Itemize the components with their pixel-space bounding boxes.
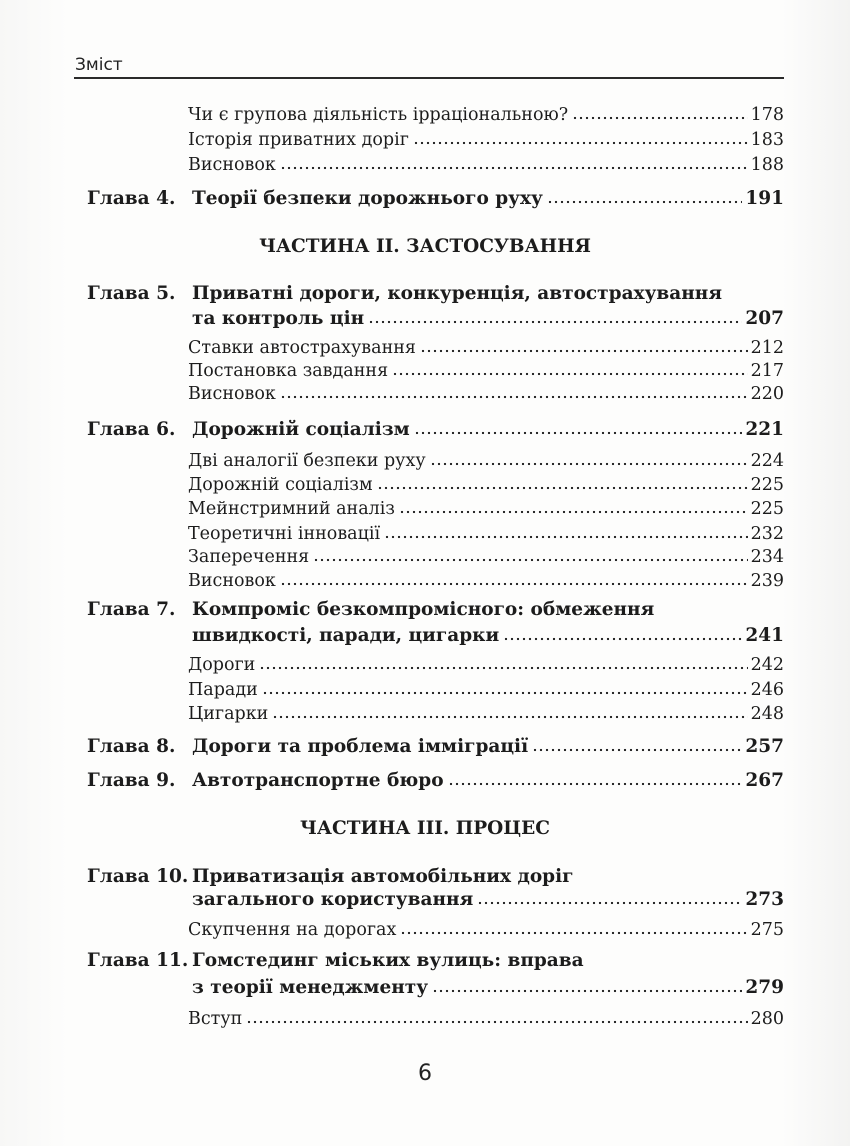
toc-section-entry[interactable]	[188, 498, 784, 520]
toc-chapter-continuation[interactable]	[192, 308, 784, 330]
entry-title: Паради	[188, 680, 258, 700]
toc-chapter-continuation[interactable]	[192, 625, 784, 647]
dot-leader	[503, 635, 742, 641]
entry-page-number: 234	[750, 547, 784, 567]
part-heading: ЧАСТИНА II. ЗАСТОСУВАННЯ	[259, 236, 591, 257]
running-head: Зміст	[75, 55, 123, 75]
chapter-page-number: 241	[745, 625, 784, 646]
entry-title: Висновок	[188, 571, 276, 591]
entry-title: Постановка завдання	[188, 361, 389, 381]
toc-section-entry[interactable]	[188, 360, 784, 382]
toc-chapter-entry[interactable]	[87, 770, 784, 792]
dot-leader	[272, 713, 747, 719]
part-heading: ЧАСТИНА III. ПРОЦЕС	[300, 818, 550, 839]
entry-page-number: 178	[750, 105, 784, 125]
dot-leader	[259, 664, 747, 670]
toc-section-entry[interactable]	[188, 523, 784, 545]
dot-leader	[547, 198, 742, 204]
toc-chapter-continuation[interactable]	[192, 977, 784, 999]
entry-title: Дорожній соціалізм	[188, 475, 373, 495]
entry-title: Вступ	[188, 1009, 243, 1029]
entry-title: Цигарки	[188, 704, 269, 724]
toc-section-entry[interactable]	[188, 129, 784, 151]
dot-leader	[572, 114, 747, 120]
toc-section-entry[interactable]	[188, 337, 784, 359]
entry-title: Ставки автострахування	[188, 338, 416, 358]
dot-leader	[400, 929, 747, 935]
toc-chapter-continuation[interactable]	[192, 889, 784, 911]
toc-chapter-entry[interactable]	[87, 736, 784, 758]
header-rule	[74, 77, 784, 79]
entry-title: Скупчення на дорогах	[188, 920, 397, 940]
entry-page-number: 242	[750, 655, 784, 675]
dot-leader	[280, 393, 748, 399]
toc-section-entry[interactable]	[188, 104, 784, 126]
entry-page-number: 217	[750, 361, 784, 381]
toc-chapter-entry[interactable]	[87, 866, 784, 888]
entry-page-number: 239	[750, 571, 784, 591]
chapter-page-number: 273	[745, 889, 784, 910]
chapter-title: Приватизація автомобільних доріг	[192, 866, 574, 887]
page-number: 6	[418, 1061, 432, 1086]
chapter-page-number: 279	[745, 977, 784, 998]
entry-title: Теоретичні інновації	[188, 524, 381, 544]
chapter-page-number: 257	[745, 736, 784, 757]
chapter-title: Теорії безпеки дорожнього руху	[192, 188, 543, 209]
dot-leader	[432, 987, 742, 993]
toc-section-entry[interactable]	[188, 570, 784, 592]
dot-leader	[384, 533, 748, 539]
toc-section-entry[interactable]	[188, 154, 784, 176]
dot-leader	[532, 746, 742, 752]
toc-section-entry[interactable]	[188, 383, 784, 405]
chapter-title: Автотранспортне бюро	[192, 770, 444, 791]
toc-section-entry[interactable]	[188, 679, 784, 701]
toc-chapter-entry[interactable]	[87, 599, 784, 621]
dot-leader	[448, 780, 743, 786]
chapter-label: Глава 7.	[87, 599, 176, 620]
entry-page-number: 225	[750, 475, 784, 495]
entry-title: Дороги	[188, 655, 256, 675]
chapter-title: Дорожній соціалізм	[192, 419, 410, 440]
entry-title: Заперечення	[188, 547, 310, 567]
chapter-title: Гомстединг міських вулиць: вправа	[192, 950, 584, 971]
entry-title: Висновок	[188, 155, 276, 175]
chapter-label: Глава 5.	[87, 283, 176, 304]
dot-leader	[414, 429, 743, 435]
entry-page-number: 248	[750, 704, 784, 724]
toc-section-entry[interactable]	[188, 654, 784, 676]
chapter-title-continuation: та контроль цін	[192, 308, 365, 329]
toc-chapter-entry[interactable]	[87, 188, 784, 210]
dot-leader	[399, 508, 748, 514]
entry-title: Мейнстримний аналіз	[188, 499, 395, 519]
dot-leader	[392, 370, 747, 376]
chapter-title: Приватні дороги, конкуренція, автострахування	[192, 283, 723, 304]
toc-section-entry[interactable]	[188, 450, 784, 472]
toc-chapter-entry[interactable]	[87, 419, 784, 441]
entry-page-number: 183	[750, 130, 784, 150]
dot-leader	[477, 899, 742, 905]
chapter-title-continuation: з теорії менеджменту	[192, 977, 429, 998]
dot-leader	[368, 318, 742, 324]
chapter-label: Глава 9.	[87, 770, 176, 791]
entry-page-number: 188	[750, 155, 784, 175]
chapter-page-number: 191	[745, 188, 784, 209]
chapter-page-number: 267	[745, 770, 784, 791]
entry-page-number: 246	[750, 680, 784, 700]
toc-section-entry[interactable]	[188, 919, 784, 941]
dot-leader	[420, 347, 748, 353]
chapter-title: Дороги та проблема імміграції	[192, 736, 529, 757]
toc-section-entry[interactable]	[188, 474, 784, 496]
entry-title: Висновок	[188, 384, 276, 404]
toc-section-entry[interactable]	[188, 703, 784, 725]
entry-page-number: 225	[750, 499, 784, 519]
entry-page-number: 212	[750, 338, 784, 358]
chapter-page-number: 207	[745, 308, 784, 329]
dot-leader	[246, 1018, 747, 1024]
entry-page-number: 220	[750, 384, 784, 404]
entry-title: Історія приватних доріг	[188, 130, 409, 150]
chapter-page-number: 221	[745, 419, 784, 440]
toc-section-entry[interactable]	[188, 546, 784, 568]
dot-leader	[262, 689, 748, 695]
chapter-label: Глава 10.	[87, 866, 189, 887]
dot-leader	[413, 139, 748, 145]
toc-chapter-entry[interactable]	[87, 950, 784, 972]
chapter-title-continuation: загального користування	[192, 889, 474, 910]
entry-page-number: 224	[750, 451, 784, 471]
entry-page-number: 280	[750, 1009, 784, 1029]
dot-leader	[280, 164, 748, 170]
entry-title: Чи є групова діяльність ірраціональною?	[188, 105, 569, 125]
entry-page-number: 275	[750, 920, 784, 940]
dot-leader	[430, 460, 748, 466]
dot-leader	[280, 580, 748, 586]
toc-section-entry[interactable]	[188, 1008, 784, 1030]
chapter-title: Компроміс безкомпромісного: обмеження	[192, 599, 655, 620]
chapter-label: Глава 6.	[87, 419, 176, 440]
toc-chapter-entry[interactable]	[87, 283, 784, 305]
chapter-title-continuation: швидкості, паради, цигарки	[192, 625, 500, 646]
chapter-label: Глава 8.	[87, 736, 176, 757]
chapter-label: Глава 4.	[87, 188, 176, 209]
dot-leader	[313, 556, 747, 562]
dot-leader	[377, 484, 748, 490]
entry-page-number: 232	[750, 524, 784, 544]
chapter-label: Глава 11.	[87, 950, 189, 971]
entry-title: Дві аналогії безпеки руху	[188, 451, 426, 471]
